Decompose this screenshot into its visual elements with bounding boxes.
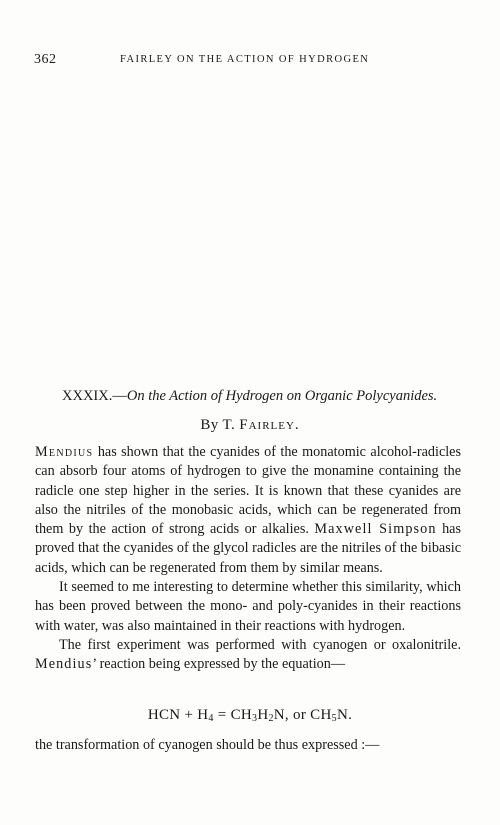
title-dash: — [112,388,127,404]
closing-line: the transformation of cyanogen should be thus expressed :— [35,737,380,753]
equation [0,707,500,724]
page-number: 362 [34,52,57,67]
author-maxwell-simpson: Maxwell Simpson [314,521,437,538]
eq-lhs: HCN + H [147,707,209,723]
eq-sub-1: 3 [252,713,258,724]
eq-lhs-sub: 4 [208,713,214,724]
paragraph-3-text-b: ’ reaction being expressed by the equation— [92,656,346,673]
article-number: XXXIX. [62,388,113,404]
author-mendius: Mendius [35,444,94,460]
paragraph-2: It seemed to me interesting to determine whether this similarity, which has been proved between the mono- and poly-cyanides in their reactions with water, was also maintained in their reactions with hydrogen. [35,579,461,634]
eq-end: N. [336,707,353,723]
byline-prefix: By T. [200,417,236,433]
article-title-text: On the Action of Hydrogen on Organic Polycyanides. [126,388,438,404]
paragraph-1-text-a: has shown that the cyanides of the monatomic alcohol-radicles can absorb four atoms of hydrogen to give the monamine containing the radicle one step higher in the series. It is known that these cyanides are also the nitriles of the monobasic acids, which can be regenerated from them by the action of strong acids or alkalies. [35,444,461,538]
eq-equals: = CH [213,707,253,723]
author-name: Fairley. [239,417,300,433]
eq-sub-2: 2 [268,713,274,724]
paragraph-3 [35,636,461,675]
byline [0,417,500,434]
eq-n: N, or CH [273,707,332,723]
paragraph-1-text-b: has proved that the cyanides of the glycol radicles are the nitriles of the bibasic acids, which can be regenerated from them by similar means. [35,521,461,576]
body-text [35,443,461,675]
running-head: FAIRLEY ON THE ACTION OF HYDROGEN [120,54,370,65]
paragraph-1 [35,443,461,578]
eq-sub-3: 5 [331,713,337,724]
paragraph-3-text-a: The first experiment was performed with cyanogen or oxalonitrile. [59,636,461,653]
author-mendius-2: Mendius [35,656,93,673]
eq-mid: H [257,707,269,723]
article-title [62,388,482,405]
